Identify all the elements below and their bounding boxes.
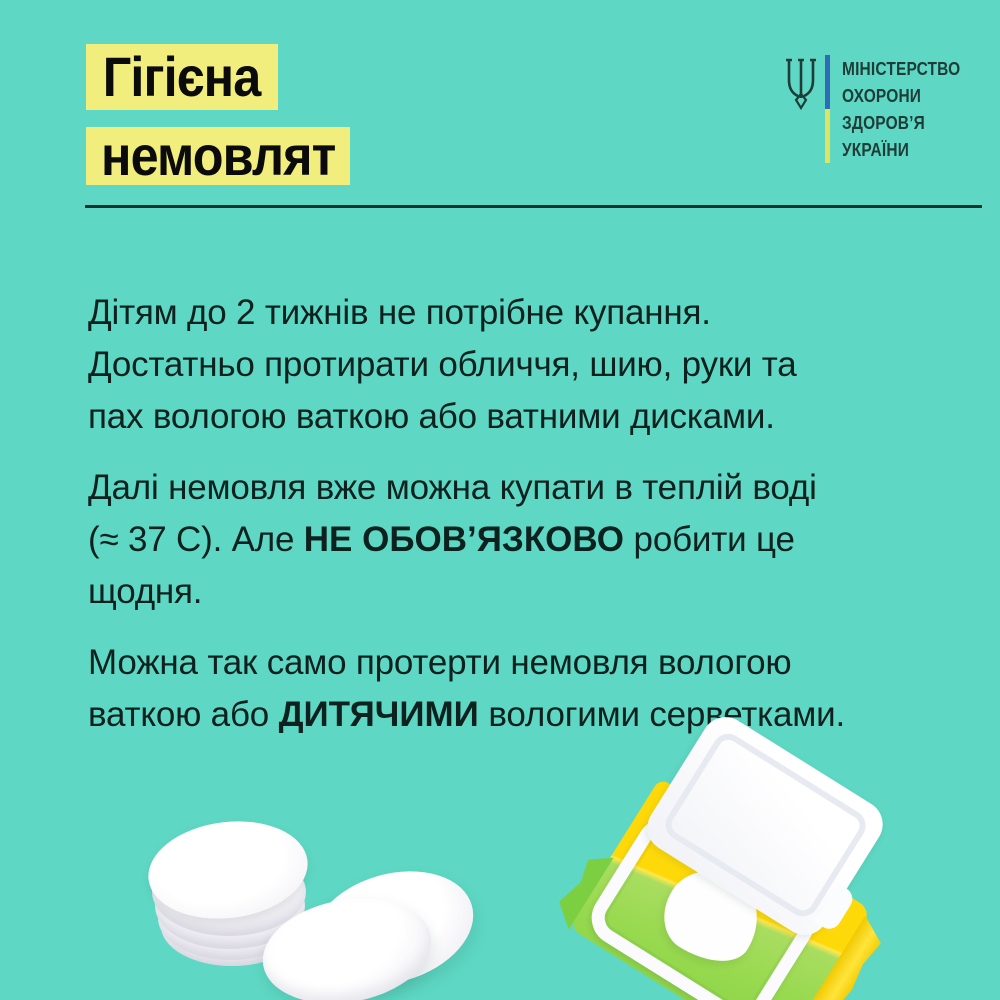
paragraph-line: [88, 637, 948, 689]
paragraph: [88, 287, 948, 443]
emphasized-text: НЕ ОБОВ’ЯЗКОВО: [303, 520, 625, 559]
body-text-segment: Дітям до 2 тижнів не потрібне купання.: [88, 293, 711, 332]
body-text-segment: щодня.: [88, 572, 203, 611]
body-text-segment: ваткою або: [88, 695, 279, 734]
paragraph: [88, 637, 948, 741]
flag-blue-segment: [825, 55, 830, 109]
paragraph-line: [88, 689, 948, 741]
ministry-name-line: УКРАЇНИ: [842, 140, 910, 160]
wipes-lid-tab: [814, 883, 857, 933]
wet-wipes-image: [555, 740, 1000, 1000]
title-text-2: немовлят: [100, 124, 336, 187]
body-text-segment: пах вологою ваткою або ватними дисками.: [88, 397, 775, 436]
title-line-2: [86, 124, 350, 187]
body-text: [88, 287, 948, 760]
flag-yellow-segment: [825, 109, 830, 163]
body-text-segment: (≈ 37 С). Але: [88, 520, 304, 559]
paragraph-line: [88, 514, 948, 566]
paragraph-line: [88, 462, 948, 514]
ministry-name-line: ЗДОРОВ’Я: [842, 113, 925, 133]
paragraph-line: [88, 287, 948, 339]
title-text-1: Гігієна: [103, 45, 261, 108]
title-line-1: [86, 44, 278, 110]
body-text-segment: Достатньо протирати обличчя, шию, руки та: [88, 345, 797, 384]
paragraph: [88, 462, 948, 618]
moh-logo: [784, 55, 980, 164]
tryzub-icon: [784, 58, 818, 110]
body-text-segment: Далі немовля вже можна купати в теплій воді: [88, 468, 817, 507]
paragraph-line: [88, 566, 948, 618]
ministry-name-line: МІНІСТЕРСТВО: [842, 59, 961, 79]
flag-bar-icon: [825, 55, 830, 163]
wipes-package: [567, 778, 872, 1000]
ministry-name-line: ОХОРОНИ: [842, 86, 922, 106]
body-text-segment: вологими серветками.: [478, 695, 846, 734]
emphasized-text: ДИТЯЧИМИ: [278, 695, 479, 734]
body-text-segment: робити це: [624, 520, 795, 559]
divider-line: [85, 205, 982, 208]
ministry-name: [842, 56, 960, 164]
paragraph-line: [88, 339, 948, 391]
cotton-pads-image: [140, 810, 485, 1000]
body-text-segment: Можна так само протерти немовля вологою: [88, 643, 792, 682]
paragraph-line: [88, 391, 948, 443]
